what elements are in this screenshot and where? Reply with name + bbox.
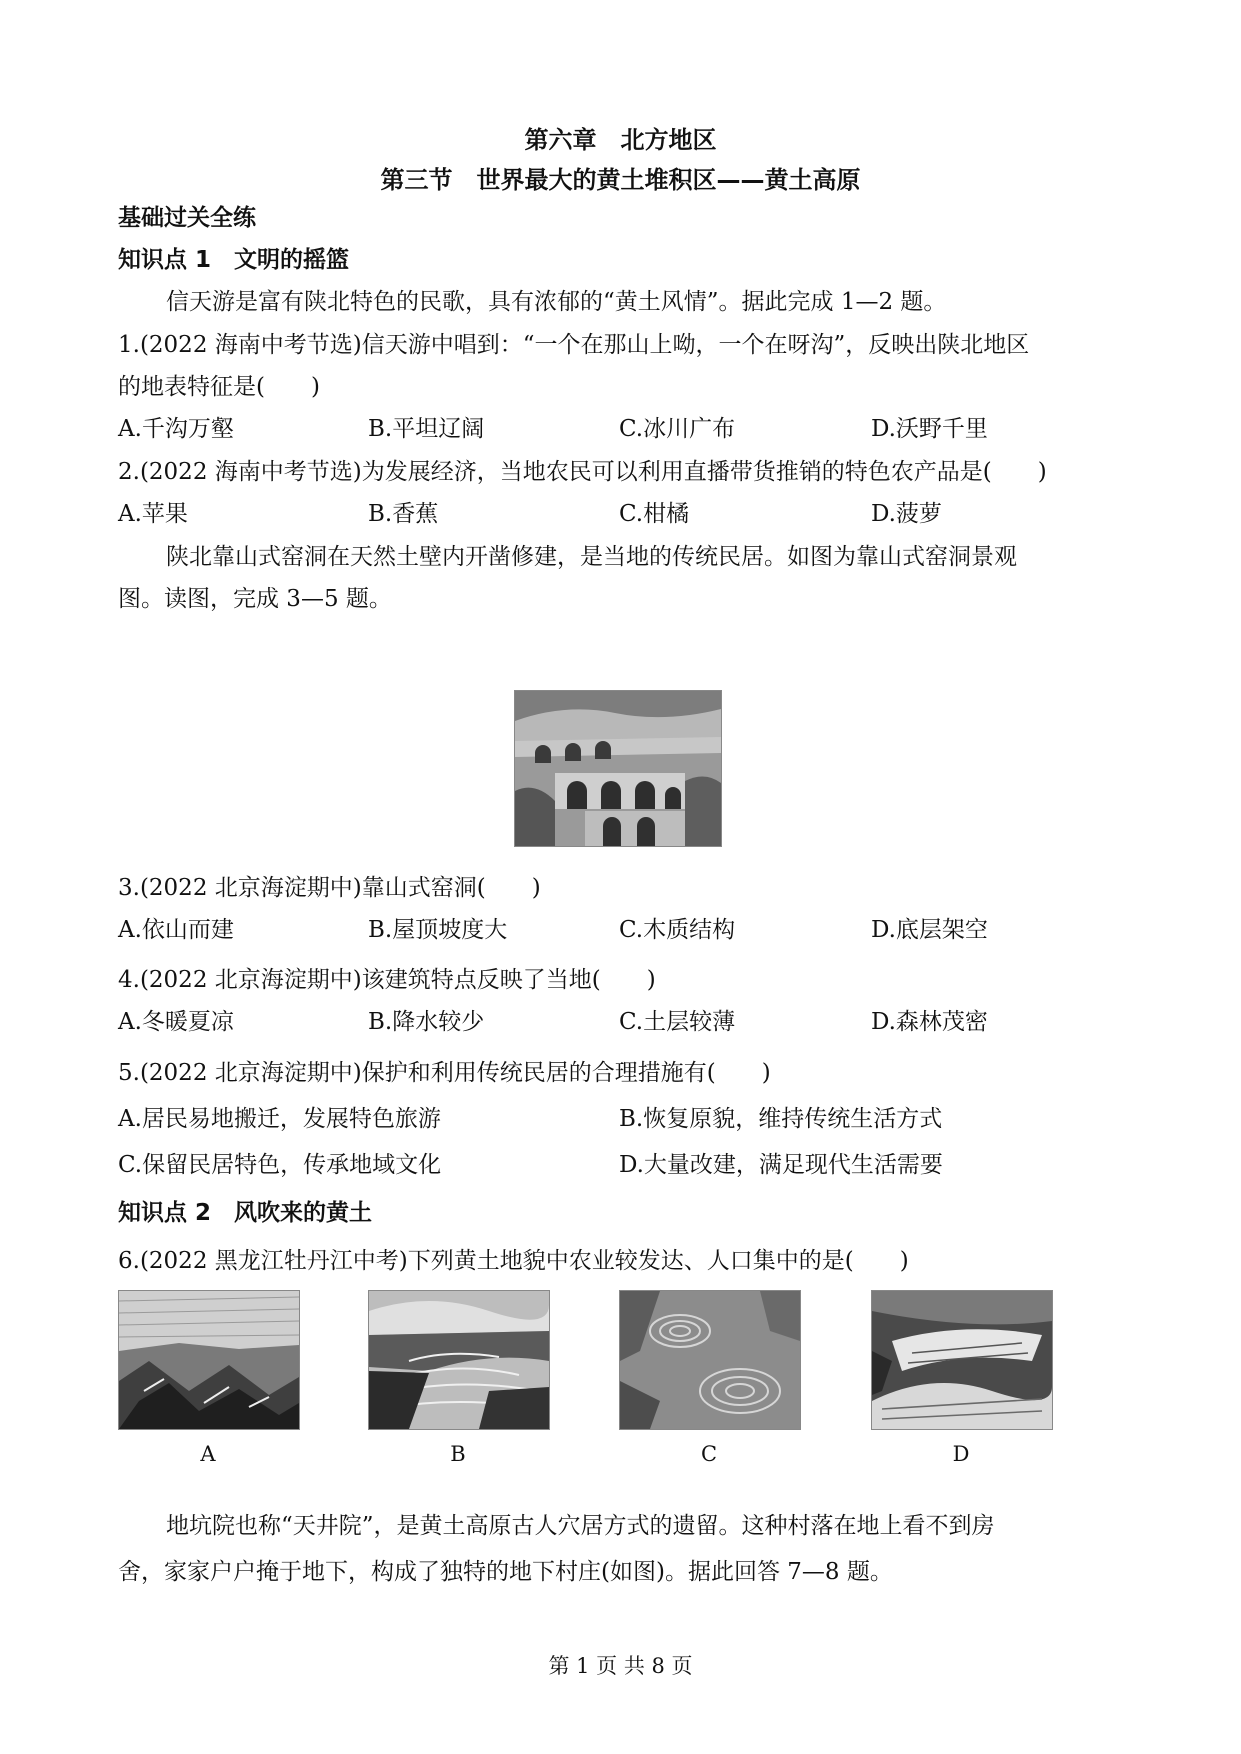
q4-option-a: A.冬暖夏凉: [118, 1009, 234, 1035]
q1-option-d: D.沃野千里: [871, 416, 988, 442]
q3-option-c: C.木质结构: [619, 917, 736, 943]
intro-paragraph-2-cont: 图。读图，完成 3—5 题。: [118, 586, 392, 612]
landform-photo-a: [118, 1290, 300, 1430]
q1-option-a: A.千沟万壑: [118, 416, 234, 442]
question-2-stem: 2.(2022 海南中考节选)为发展经济，当地农民可以利用直播带货推销的特色农产品是( ): [118, 459, 1047, 485]
q1-option-c: C.冰川广布: [619, 416, 736, 442]
question-1-stem: 1.(2022 海南中考节选)信天游中唱到：“一个在那山上呦，一个在呀沟”，反映出陕北地区: [118, 332, 1030, 358]
knowledge-point-1-title: 知识点 1 文明的摇篮: [118, 247, 350, 273]
question-6-stem: 6.(2022 黑龙江牡丹江中考)下列黄土地貌中农业较发达、人口集中的是( ): [118, 1248, 909, 1274]
q3-option-b: B.屋顶坡度大: [368, 917, 508, 943]
page-footer: 第 1 页 共 8 页: [548, 1654, 693, 1678]
q5-option-c: C.保留民居特色，传承地域文化: [118, 1152, 442, 1178]
section-title: 第三节 世界最大的黄土堆积区——黄土高原: [380, 166, 861, 194]
landform-caption-a: A: [200, 1442, 216, 1466]
chapter-title: 第六章 北方地区: [524, 126, 717, 154]
intro-paragraph-1: 信天游是富有陕北特色的民歌，具有浓郁的“黄土风情”。据此完成 1—2 题。: [166, 289, 947, 315]
q3-option-a: A.依山而建: [118, 917, 234, 943]
q4-option-d: D.森林茂密: [871, 1009, 988, 1035]
question-4-stem: 4.(2022 北京海淀期中)该建筑特点反映了当地( ): [118, 967, 656, 993]
landform-caption-b: B: [450, 1442, 466, 1466]
q5-option-d: D.大量改建，满足现代生活需要: [619, 1152, 943, 1178]
intro-paragraph-3-cont: 舍，家家户户掩于地下，构成了独特的地下村庄(如图)。据此回答 7—8 题。: [118, 1559, 893, 1585]
q3-option-d: D.底层架空: [871, 917, 988, 943]
question-5-stem: 5.(2022 北京海淀期中)保护和利用传统民居的合理措施有( ): [118, 1060, 771, 1086]
part-title: 基础过关全练: [118, 205, 256, 231]
q1-option-b: B.平坦辽阔: [368, 416, 485, 442]
intro-paragraph-2: 陕北靠山式窑洞在天然土壁内开凿修建，是当地的传统民居。如图为靠山式窑洞景观: [166, 544, 1017, 570]
q2-option-c: C.柑橘: [619, 501, 690, 527]
intro-paragraph-3: 地坑院也称“天井院”，是黄土高原古人穴居方式的遗留。这种村落在地上看不到房: [166, 1513, 995, 1539]
landform-photo-b: [368, 1290, 550, 1430]
landform-photo-c: [619, 1290, 801, 1430]
landform-photo-d: [871, 1290, 1053, 1430]
knowledge-point-2-title: 知识点 2 风吹来的黄土: [118, 1200, 373, 1226]
q2-option-d: D.菠萝: [871, 501, 942, 527]
q2-option-b: B.香蕉: [368, 501, 439, 527]
q5-option-b: B.恢复原貌，维持传统生活方式: [619, 1106, 943, 1132]
cave-dwelling-photo: [514, 690, 722, 847]
q5-option-a: A.居民易地搬迁，发展特色旅游: [118, 1106, 441, 1132]
q4-option-b: B.降水较少: [368, 1009, 485, 1035]
question-1-stem-cont: 的地表特征是( ): [118, 374, 320, 400]
landform-caption-c: C: [700, 1442, 718, 1466]
question-3-stem: 3.(2022 北京海淀期中)靠山式窑洞( ): [118, 875, 541, 901]
q2-option-a: A.苹果: [118, 501, 188, 527]
q4-option-c: C.土层较薄: [619, 1009, 736, 1035]
landform-caption-d: D: [952, 1442, 970, 1466]
